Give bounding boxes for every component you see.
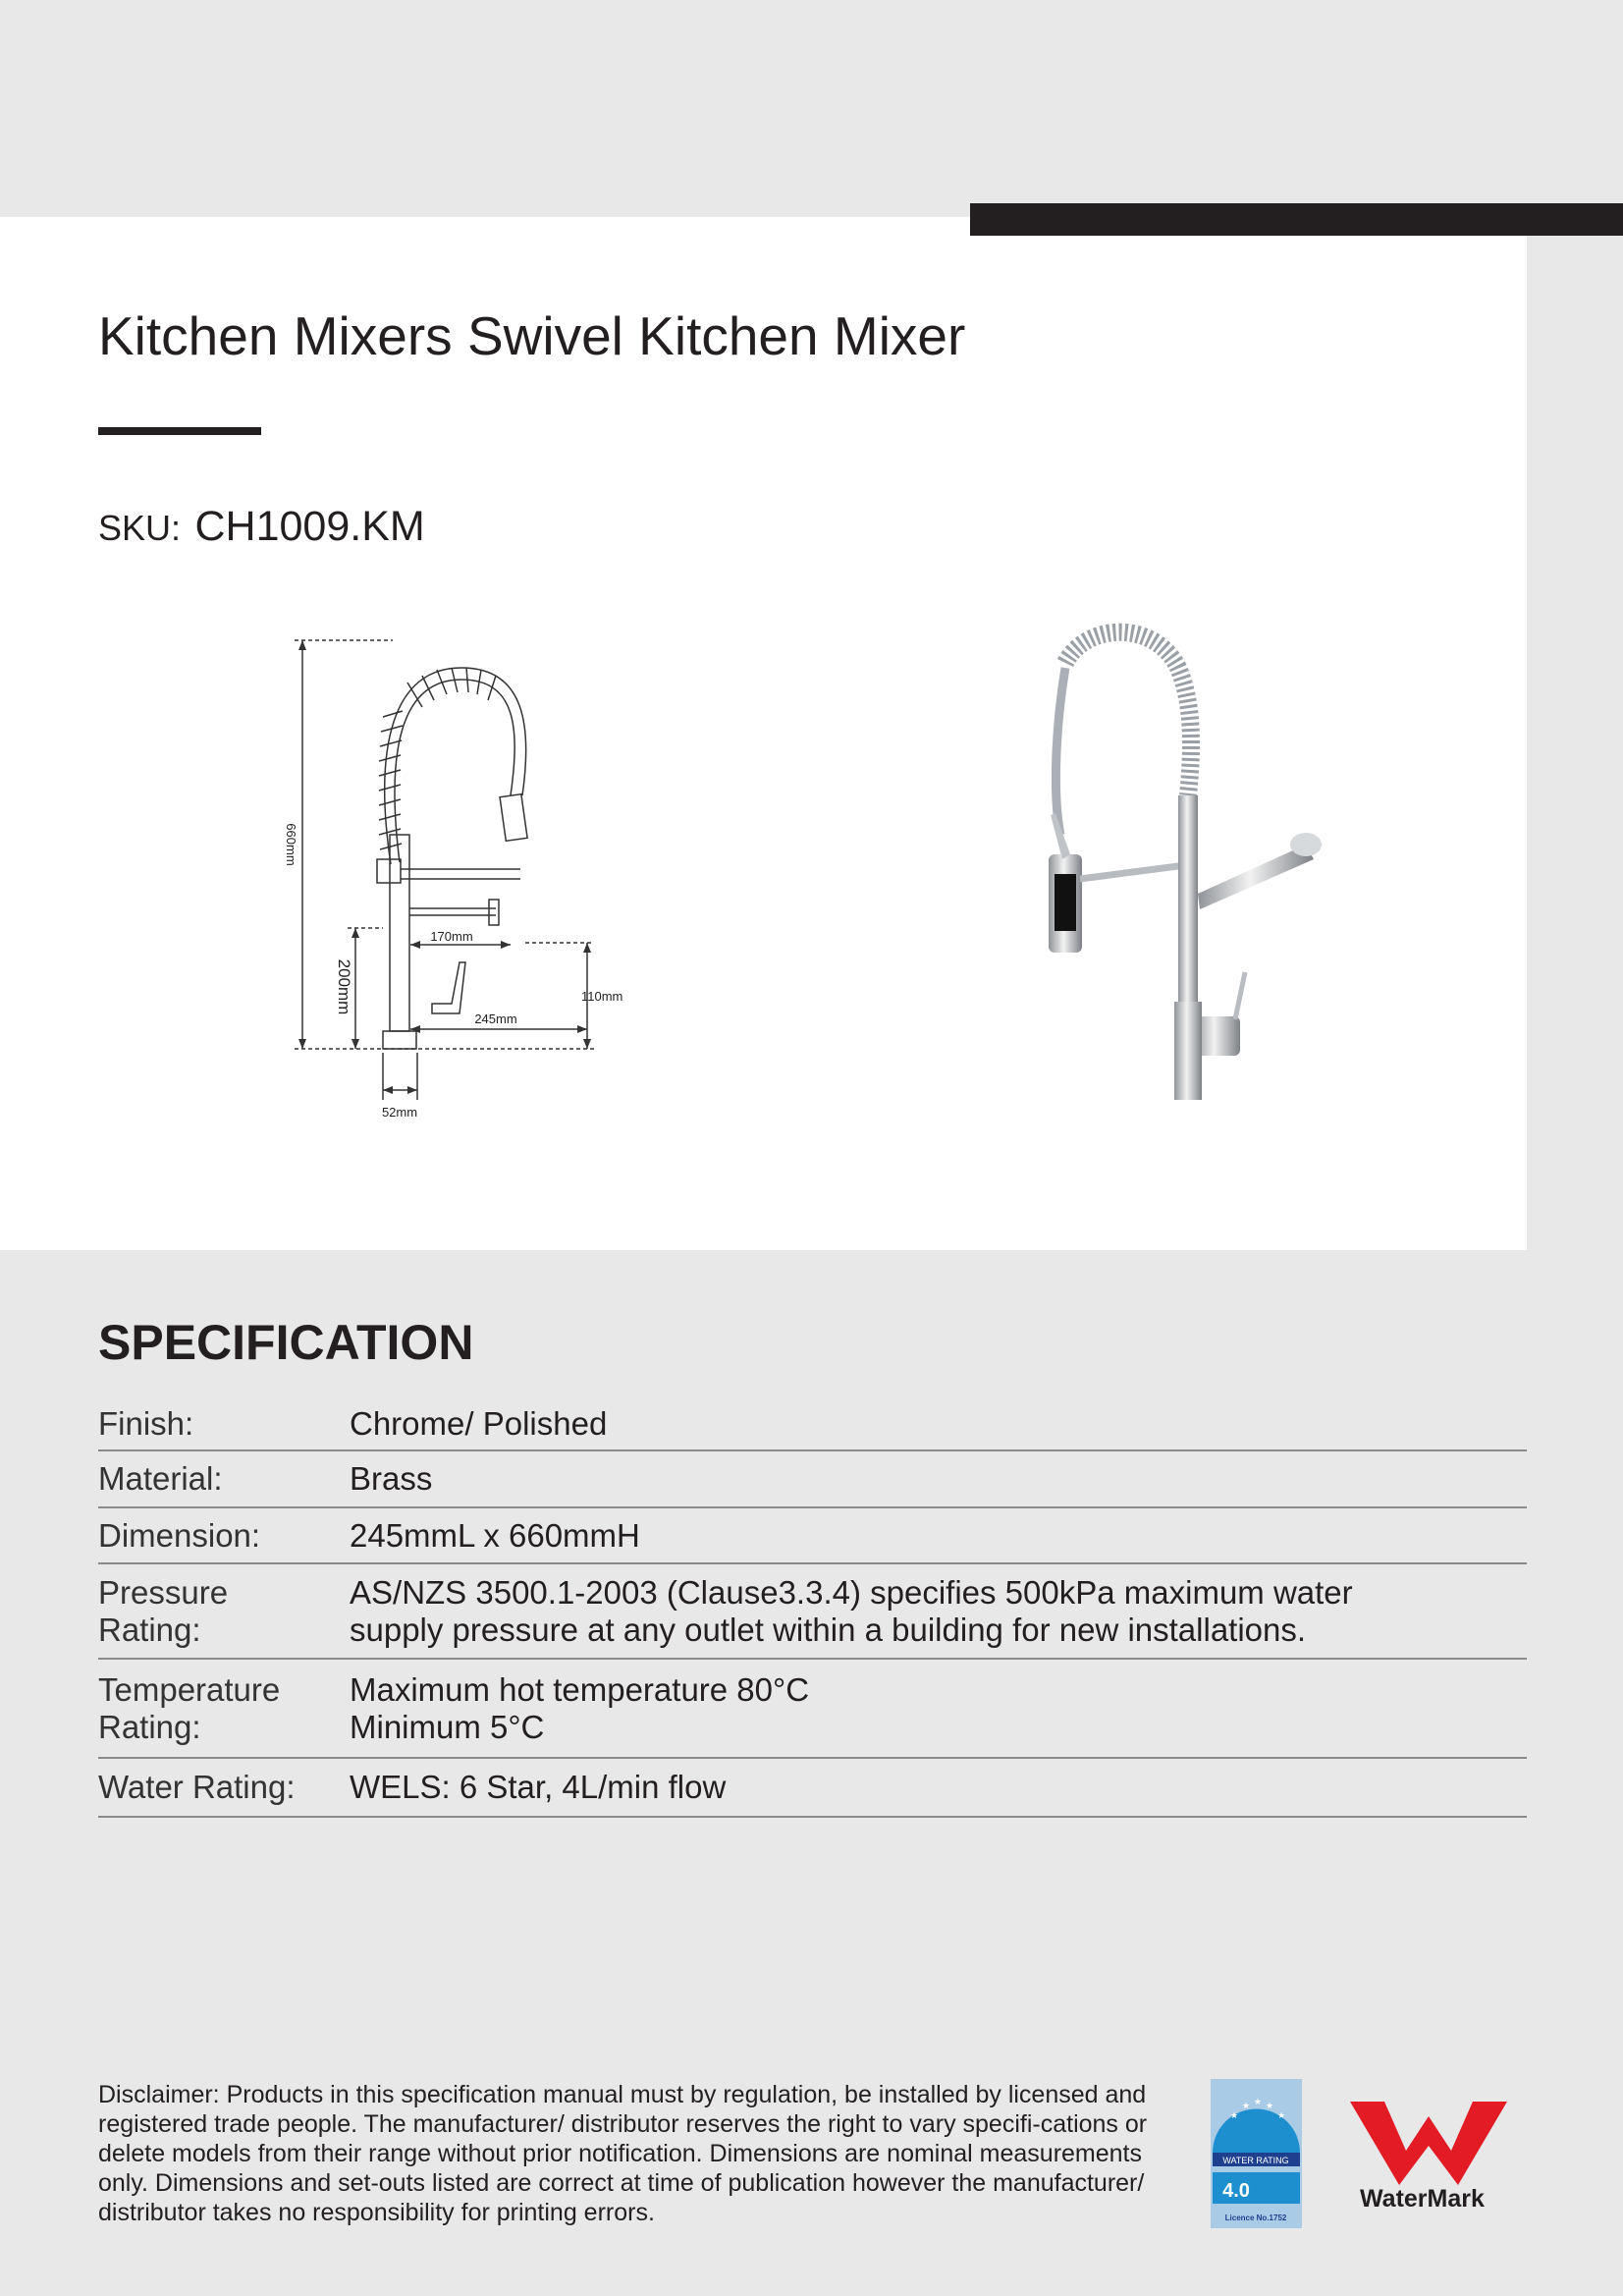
- dim-label-base: 52mm: [381, 1105, 418, 1120]
- spec-row-water-rating: [98, 1759, 1527, 1818]
- spec-label: [98, 1574, 350, 1649]
- specification-heading: SPECIFICATION: [98, 1315, 474, 1370]
- title-underline: [98, 427, 261, 435]
- spec-label: Material:: [98, 1460, 223, 1497]
- spec-value: [350, 1574, 1527, 1649]
- svg-text:★: ★: [1242, 2101, 1251, 2110]
- spec-label-line: Rating:: [98, 1708, 201, 1745]
- spec-label-line: Temperature: [98, 1670, 281, 1708]
- product-photo: [992, 609, 1355, 1100]
- svg-text:★: ★: [1266, 2101, 1274, 2110]
- spec-label-line: Rating:: [98, 1611, 201, 1648]
- svg-text:★: ★: [1230, 2110, 1239, 2120]
- spec-value: Chrome/ Polished: [350, 1405, 608, 1442]
- dim-label-arm: 170mm: [430, 929, 473, 944]
- dim-label-outlet: 110mm: [581, 989, 623, 1004]
- dim-label-reach: 245mm: [474, 1011, 517, 1026]
- spec-row-dimension: [98, 1508, 1527, 1564]
- spec-row-pressure: [98, 1564, 1527, 1660]
- lever: [1235, 972, 1245, 1019]
- spec-row-temperature: [98, 1660, 1527, 1759]
- spec-value-line: AS/NZS 3500.1-2003 (Clause3.3.4) specifies 500kPa maximum water: [350, 1573, 1353, 1611]
- wels-licence: Licence No.1752: [1224, 2214, 1287, 2222]
- spec-value-line: supply pressure at any outlet within a building for new installations.: [350, 1611, 1307, 1648]
- dim-label-height: 660mm: [284, 823, 298, 866]
- spec-label-line: Pressure: [98, 1573, 229, 1611]
- spec-value-line: Minimum 5°C: [350, 1708, 545, 1745]
- sku-line: [98, 503, 425, 551]
- spring-coil: [1065, 632, 1191, 795]
- spec-label: Finish:: [98, 1405, 194, 1442]
- spout-arm: [1198, 845, 1314, 909]
- svg-text:★: ★: [1254, 2097, 1263, 2106]
- spec-row-material: [98, 1451, 1527, 1508]
- spec-value: Brass: [350, 1460, 433, 1497]
- spec-label: Water Rating:: [98, 1769, 296, 1805]
- sku-value: CH1009.KM: [194, 503, 425, 550]
- specification-table: [98, 1398, 1527, 1818]
- lever-handle: [432, 962, 465, 1013]
- mixer-body-outline: [390, 835, 409, 1031]
- svg-text:★: ★: [1277, 2110, 1286, 2120]
- spec-row-finish: [98, 1398, 1527, 1451]
- wels-title: WATER RATING: [1222, 2156, 1289, 2165]
- wels-water-rating-icon: [1211, 2079, 1302, 2228]
- spec-value: WELS: 6 Star, 4L/min flow: [350, 1769, 727, 1805]
- product-title: Kitchen Mixers Swivel Kitchen Mixer: [98, 305, 966, 366]
- spec-label: [98, 1671, 350, 1746]
- spec-value: [350, 1671, 1527, 1746]
- spec-label: Dimension:: [98, 1516, 261, 1554]
- mixer-column: [1178, 795, 1198, 1002]
- wels-value: 4.0: [1222, 2180, 1250, 2202]
- technical-drawing: [275, 629, 648, 1129]
- sku-label: SKU:: [98, 508, 182, 548]
- watermark-text: WaterMark: [1360, 2185, 1485, 2213]
- spec-value: 245mmL x 660mmH: [350, 1516, 640, 1554]
- disclaimer-text: Disclaimer: Products in this specification manual must by regulation, be installed by licensed and registered trade people. The manufacturer/ distributor reserves the right to vary specifi-cations or delete models from their range without prior notification. Dimensions are nominal measurements only. Dimensions and set-outs listed are correct at time of publication however the manufacturer/ distributor takes no responsibility for printing errors.: [98, 2081, 1148, 2226]
- header-bar: [970, 203, 1623, 236]
- spec-value-line: Maximum hot temperature 80°C: [350, 1670, 810, 1708]
- dim-label-spout-height: 200mm: [335, 958, 353, 1015]
